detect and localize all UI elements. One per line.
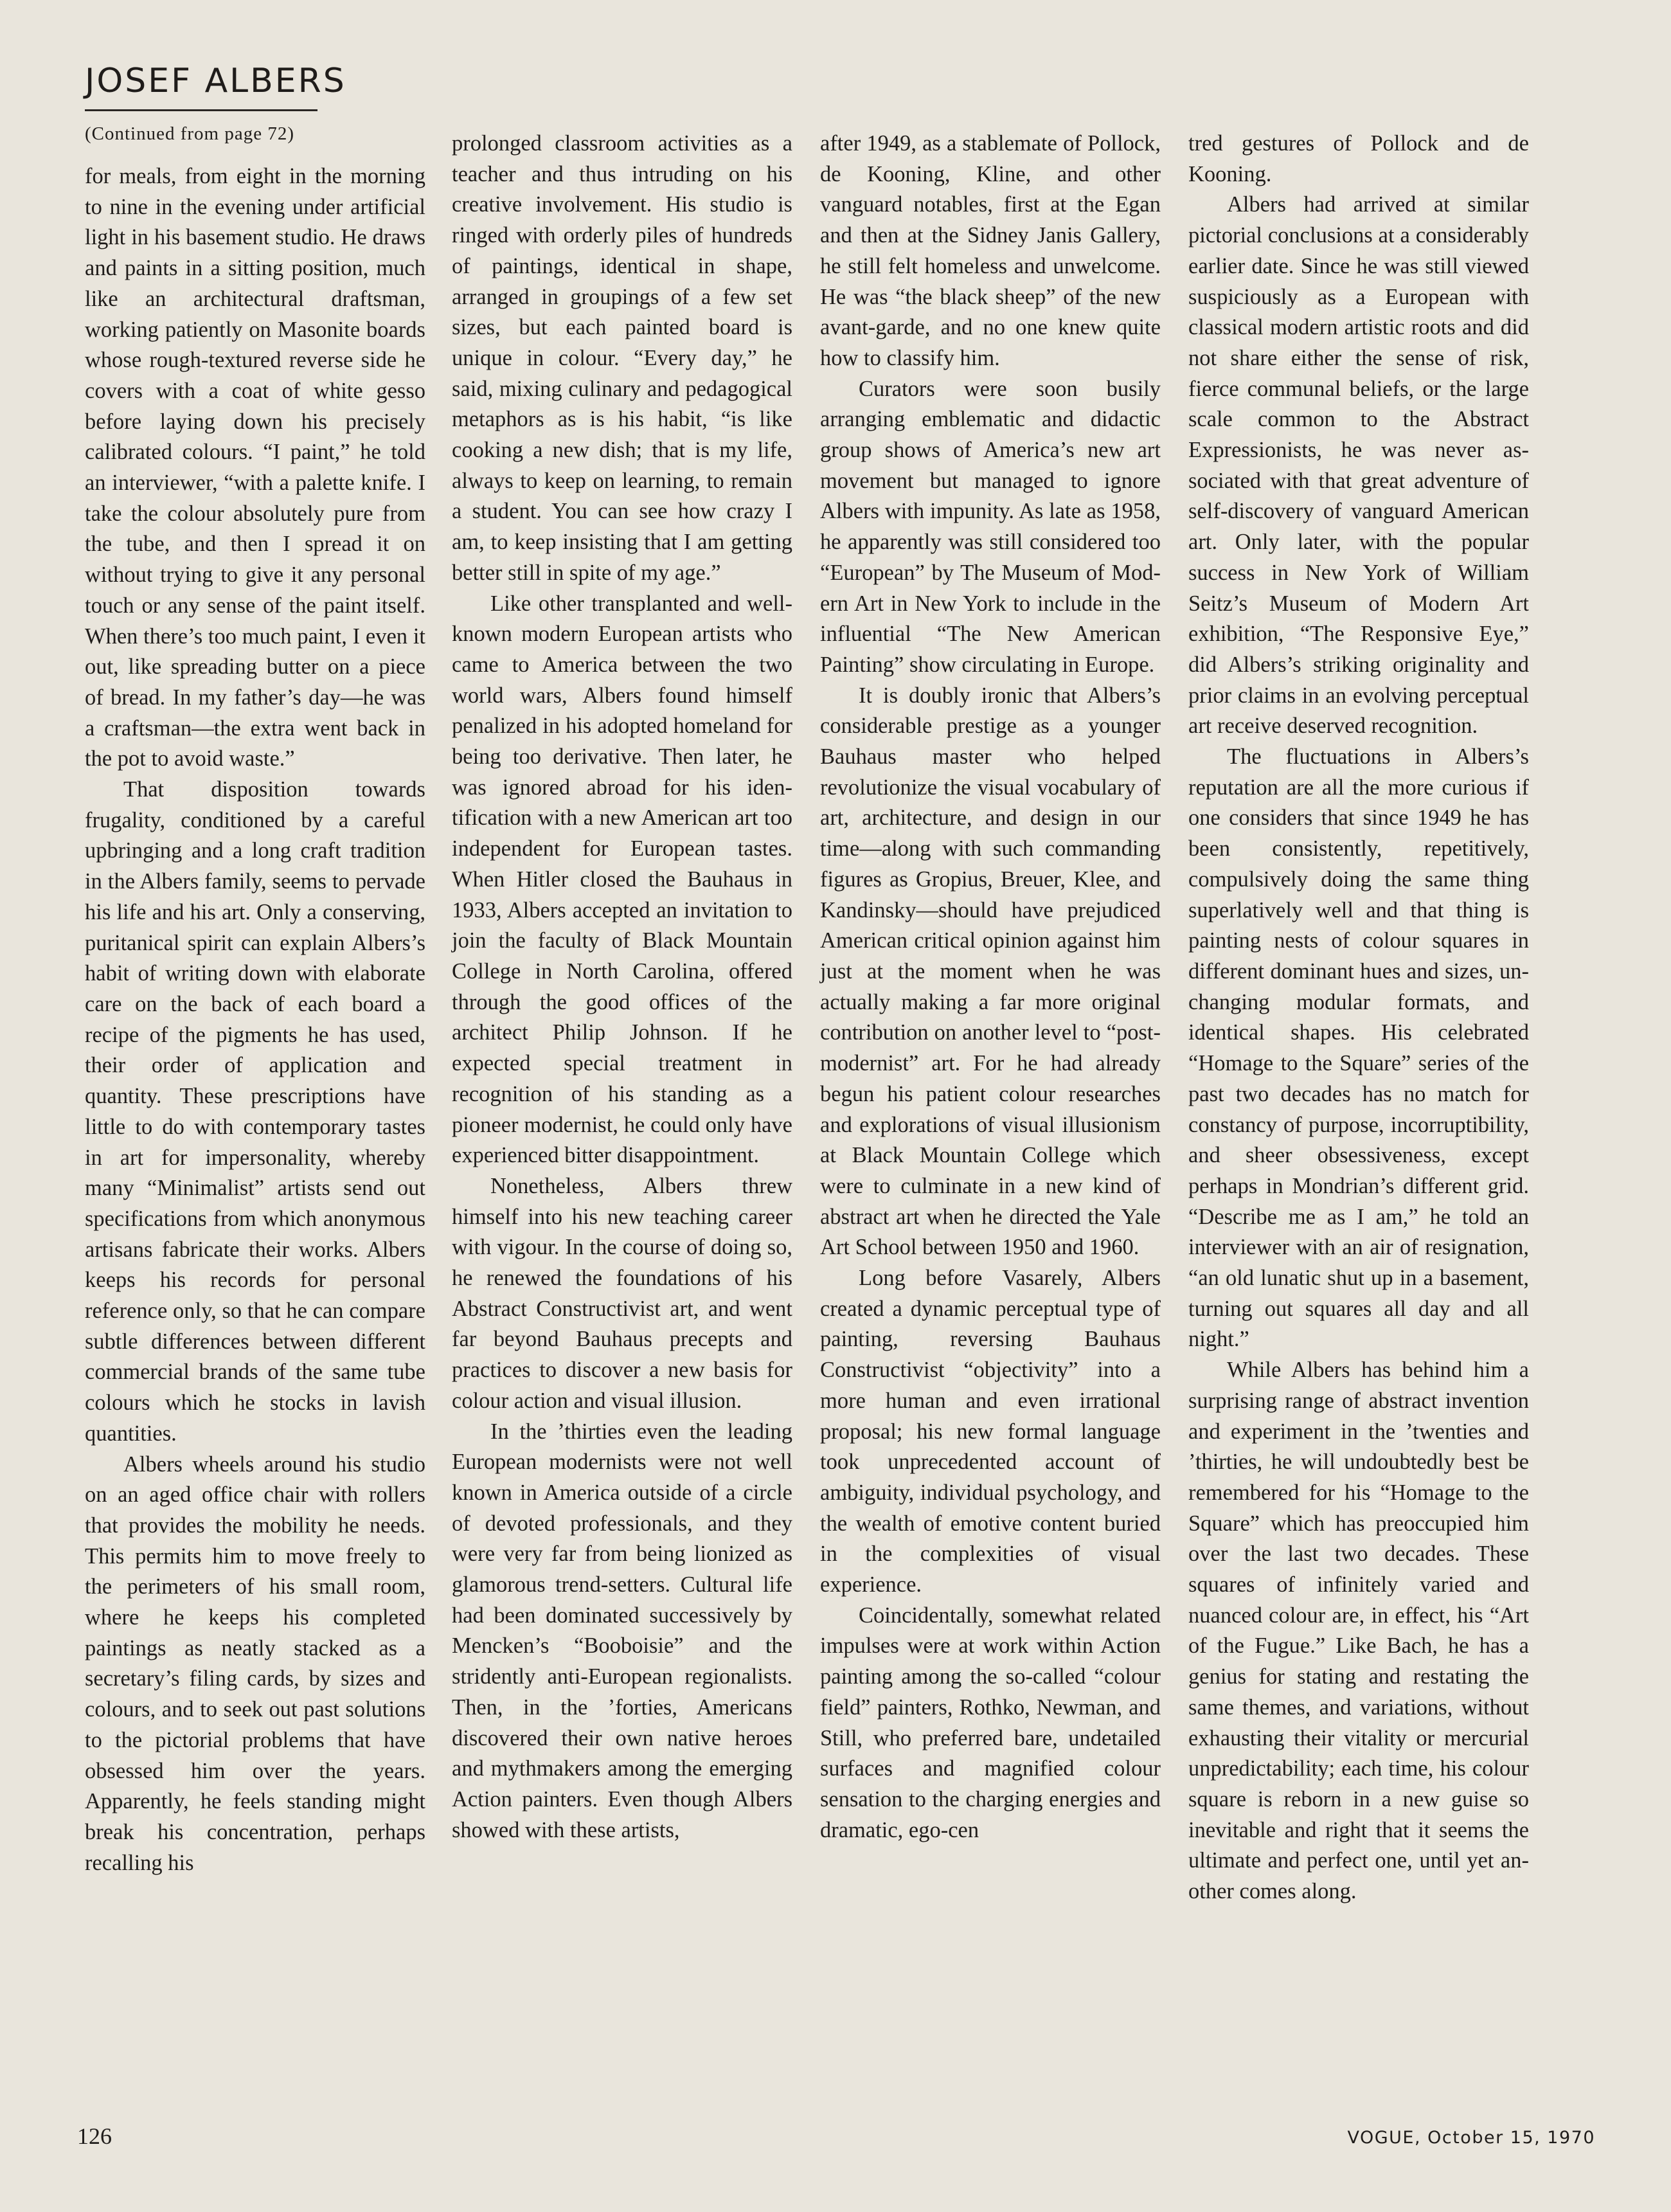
paragraph: That disposition towards frugality, conditioned by a careful upbringing and a long craft tradition in the Albers family, seems to pervade his life and his art. Only a conserving, puritanical spirit can explain Albers’s habit of writing down with elaborate care on the back of each board a recipe of the pigments he has used, their order of application and quantity. These prescriptions have little to do with contemporary tastes in art for impersonality, whereby many “Minimalist” artists send out specifications from which anonymous artisans fabricate their works. Albers keeps his records for personal reference only, so that he can compare subtle differences between different commercial brands of the same tube colours which he stocks in lavish quantities. (85, 777, 425, 1446)
paragraph: The fluctuations in Albers’s reputation are all the more curious if one considers that since 1949 he has been consistently, repetitively, compulsively doing the same thing superlatively well and that thing is painting nests of colour squares in different dominant hues and sizes, unchanging modular formats, and identical shapes. His celebrated “Homage to the Square” series of the past two decades has no match for constancy of purpose, incorruptibility, and sheer obsessiveness, except perhaps in Mondrian’s different grid. “Describe me as I am,” he told an interviewer with an air of resignation, “an old lunatic shut up in a basement, turning out squares all day and all night.” (1188, 744, 1529, 1352)
text-column-4 (1188, 129, 1529, 1907)
paragraph: It is doubly ironic that Albers’s considerable prestige as a younger Bauhaus master who helped revolutionize the visual vocabulary of art, architecture, and design in our time—along with such commanding figures as Gropius, Breuer, Klee, and Kandinsky—should have prejudiced American critical opinion against him just at the moment when he was actually making a far more original contribution on another level to “postmodernist” art. For he had already begun his patient colour researches and explorations of visual illusionism at Black Mountain College which were to culminate in a new kind of abstract art when he directed the Yale Art School between 1950 and 1960. (820, 683, 1161, 1260)
text-column-3 (820, 129, 1161, 1846)
article-title: JOSEF ALBERS (85, 62, 346, 100)
text-column-2 (452, 129, 792, 1846)
page-number: 126 (77, 2123, 112, 2149)
paragraph: Nonetheless, Albers threw himself into his new teaching career with vigour. In the course of doing so, he renewed the foundations of his Abstract Constructivist art, and went far beyond Bauhaus precepts and practices to discover a new basis for colour action and visual illusion. (452, 1173, 792, 1413)
paragraph: Like other transplanted and well-known modern European artists who came to America between the two world wars, Albers found himself penalized in his adopted homeland for being too derivative. Then later, he was ignored abroad for his identification with a new American art too independent for European tastes. When Hitler closed the Bauhaus in 1933, Albers accepted an invitation to join the faculty of Black Mountain College in North Carolina, offered through the good offices of the architect Philip Johnson. If he expected special treatment in recognition of his standing as a pioneer modernist, he could only have experienced bitter disappointment. (452, 591, 792, 1168)
paragraph: Long before Vasarely, Albers created a dynamic perceptual type of painting, reversing Bauhaus Constructivist “objectivity” into a more human and even irrational proposal; his new formal language took unprecedented account of ambiguity, individual psychology, and the wealth of emotive content buried in the complexities of visual experience. (820, 1266, 1161, 1597)
paragraph: for meals, from eight in the morning to nine in the evening under artificial light in his basement studio. He draws and paints in a sitting position, much like an architectural draftsman, working patiently on Masonite boards whose rough-textured reverse side he covers with a coat of white gesso before laying down his precisely calibrated colours. “I paint,” he told an interviewer, “with a palette knife. I take the colour absolutely pure from the tube, and then I spread it on without trying to give it any personal touch or any sense of the paint itself. When there’s too much paint, I even it out, like spreading butter on a piece of bread. In my father’s day—he was a craftsman—the extra went back in the pot to avoid waste.” (85, 164, 425, 771)
text-column-1 (85, 161, 425, 1878)
continued-note: (Continued from page 72) (85, 123, 295, 144)
paragraph: prolonged classroom activities as a teacher and thus intruding on his creative involvement. His studio is ringed with orderly piles of hundreds of paintings, identical in shape, arranged in groupings of a few set sizes, but each painted board is unique in colour. “Every day,” he said, mixing culinary and pedagogical metaphors as is his habit, “is like cooking a new dish; that is my life, always to keep on learning, to remain a student. You can see how crazy I am, to keep insisting that I am getting better still in spite of my age.” (452, 131, 792, 585)
title-underline (85, 109, 317, 111)
paragraph: Albers wheels around his studio on an aged office chair with rollers that provides the mobility he needs. This permits him to move freely to the perimeters of his small room, where he keeps his completed paintings as neatly stacked as a secretary’s filing cards, by sizes and colours, and to seek out past solutions to the pictorial problems that have obsessed him over the years. Apparently, he feels standing might break his concentration, perhaps recalling his (85, 1452, 425, 1875)
paragraph: tred gestures of Pollock and de Kooning. (1188, 131, 1529, 186)
paragraph: Albers had arrived at similar pictorial conclusions at a considerably earlier date. Since he was still viewed suspiciously as a European with classical modern artistic roots and did not share either the sense of risk, fierce communal beliefs, or the large scale common to the Abstract Expressionists, he was never associated with that great adventure of self-discovery of vanguard American art. Only later, with the popular success in New York of William Seitz’s Museum of Modern Art exhibition, “The Responsive Eye,” did Albers’s striking originality and prior claims in an evolving perceptual art receive deserved recognition. (1188, 192, 1529, 739)
paragraph: While Albers has behind him a surprising range of abstract invention and experiment in the ’twenties and ’thirties, he will undoubtedly best be remembered for his “Homage to the Square” which has preoccupied him over the last two decades. These squares of infinitely varied and nuanced colour are, in effect, his “Art of the Fugue.” Like Bach, he has a genius for stating and restating the same themes, and variations, without exhausting their vitality or mercurial unpredictability; each time, his colour square is reborn in a new guise so inevitable and right that it seems the ultimate and perfect one, until yet another comes along. (1188, 1358, 1529, 1904)
paragraph: Coincidentally, somewhat related impulses were at work within Action painting among the so-called “colour field” painters, Rothko, Newman, and Still, who preferred bare, undetailed surfaces and magnified colour sensation to the charging energies and dramatic, ego-cen (820, 1603, 1161, 1842)
paragraph: In the ’thirties even the leading European modernists were not well known in America outside of a circle of devoted professionals, and they were very far from being lionized as glamorous trend-setters. Cultural life had been dominated successively by Mencken’s “Booboisie” and the stridently anti-European regionalists. Then, in the ’forties, Americans discovered their own native heroes and mythmakers among the emerging Action painters. Even though Albers showed with these artists, (452, 1419, 792, 1842)
paragraph: after 1949, as a stablemate of Pollock, de Kooning, Kline, and other vanguard notables, first at the Egan and then at the Sidney Janis Gallery, he still felt homeless and unwelcome. He was “the black sheep” of the new avant-garde, and no one knew quite how to classify him. (820, 131, 1161, 370)
issue-credit: VOGUE, October 15, 1970 (1347, 2128, 1595, 2148)
paragraph: Curators were soon busily arranging emblematic and didactic group shows of America’s new art movement but managed to ignore Albers with impunity. As late as 1958, he apparently was still considered too “European” by The Museum of Modern Art in New York to include in the influential “The New American Painting” show circulating in Europe. (820, 376, 1161, 677)
